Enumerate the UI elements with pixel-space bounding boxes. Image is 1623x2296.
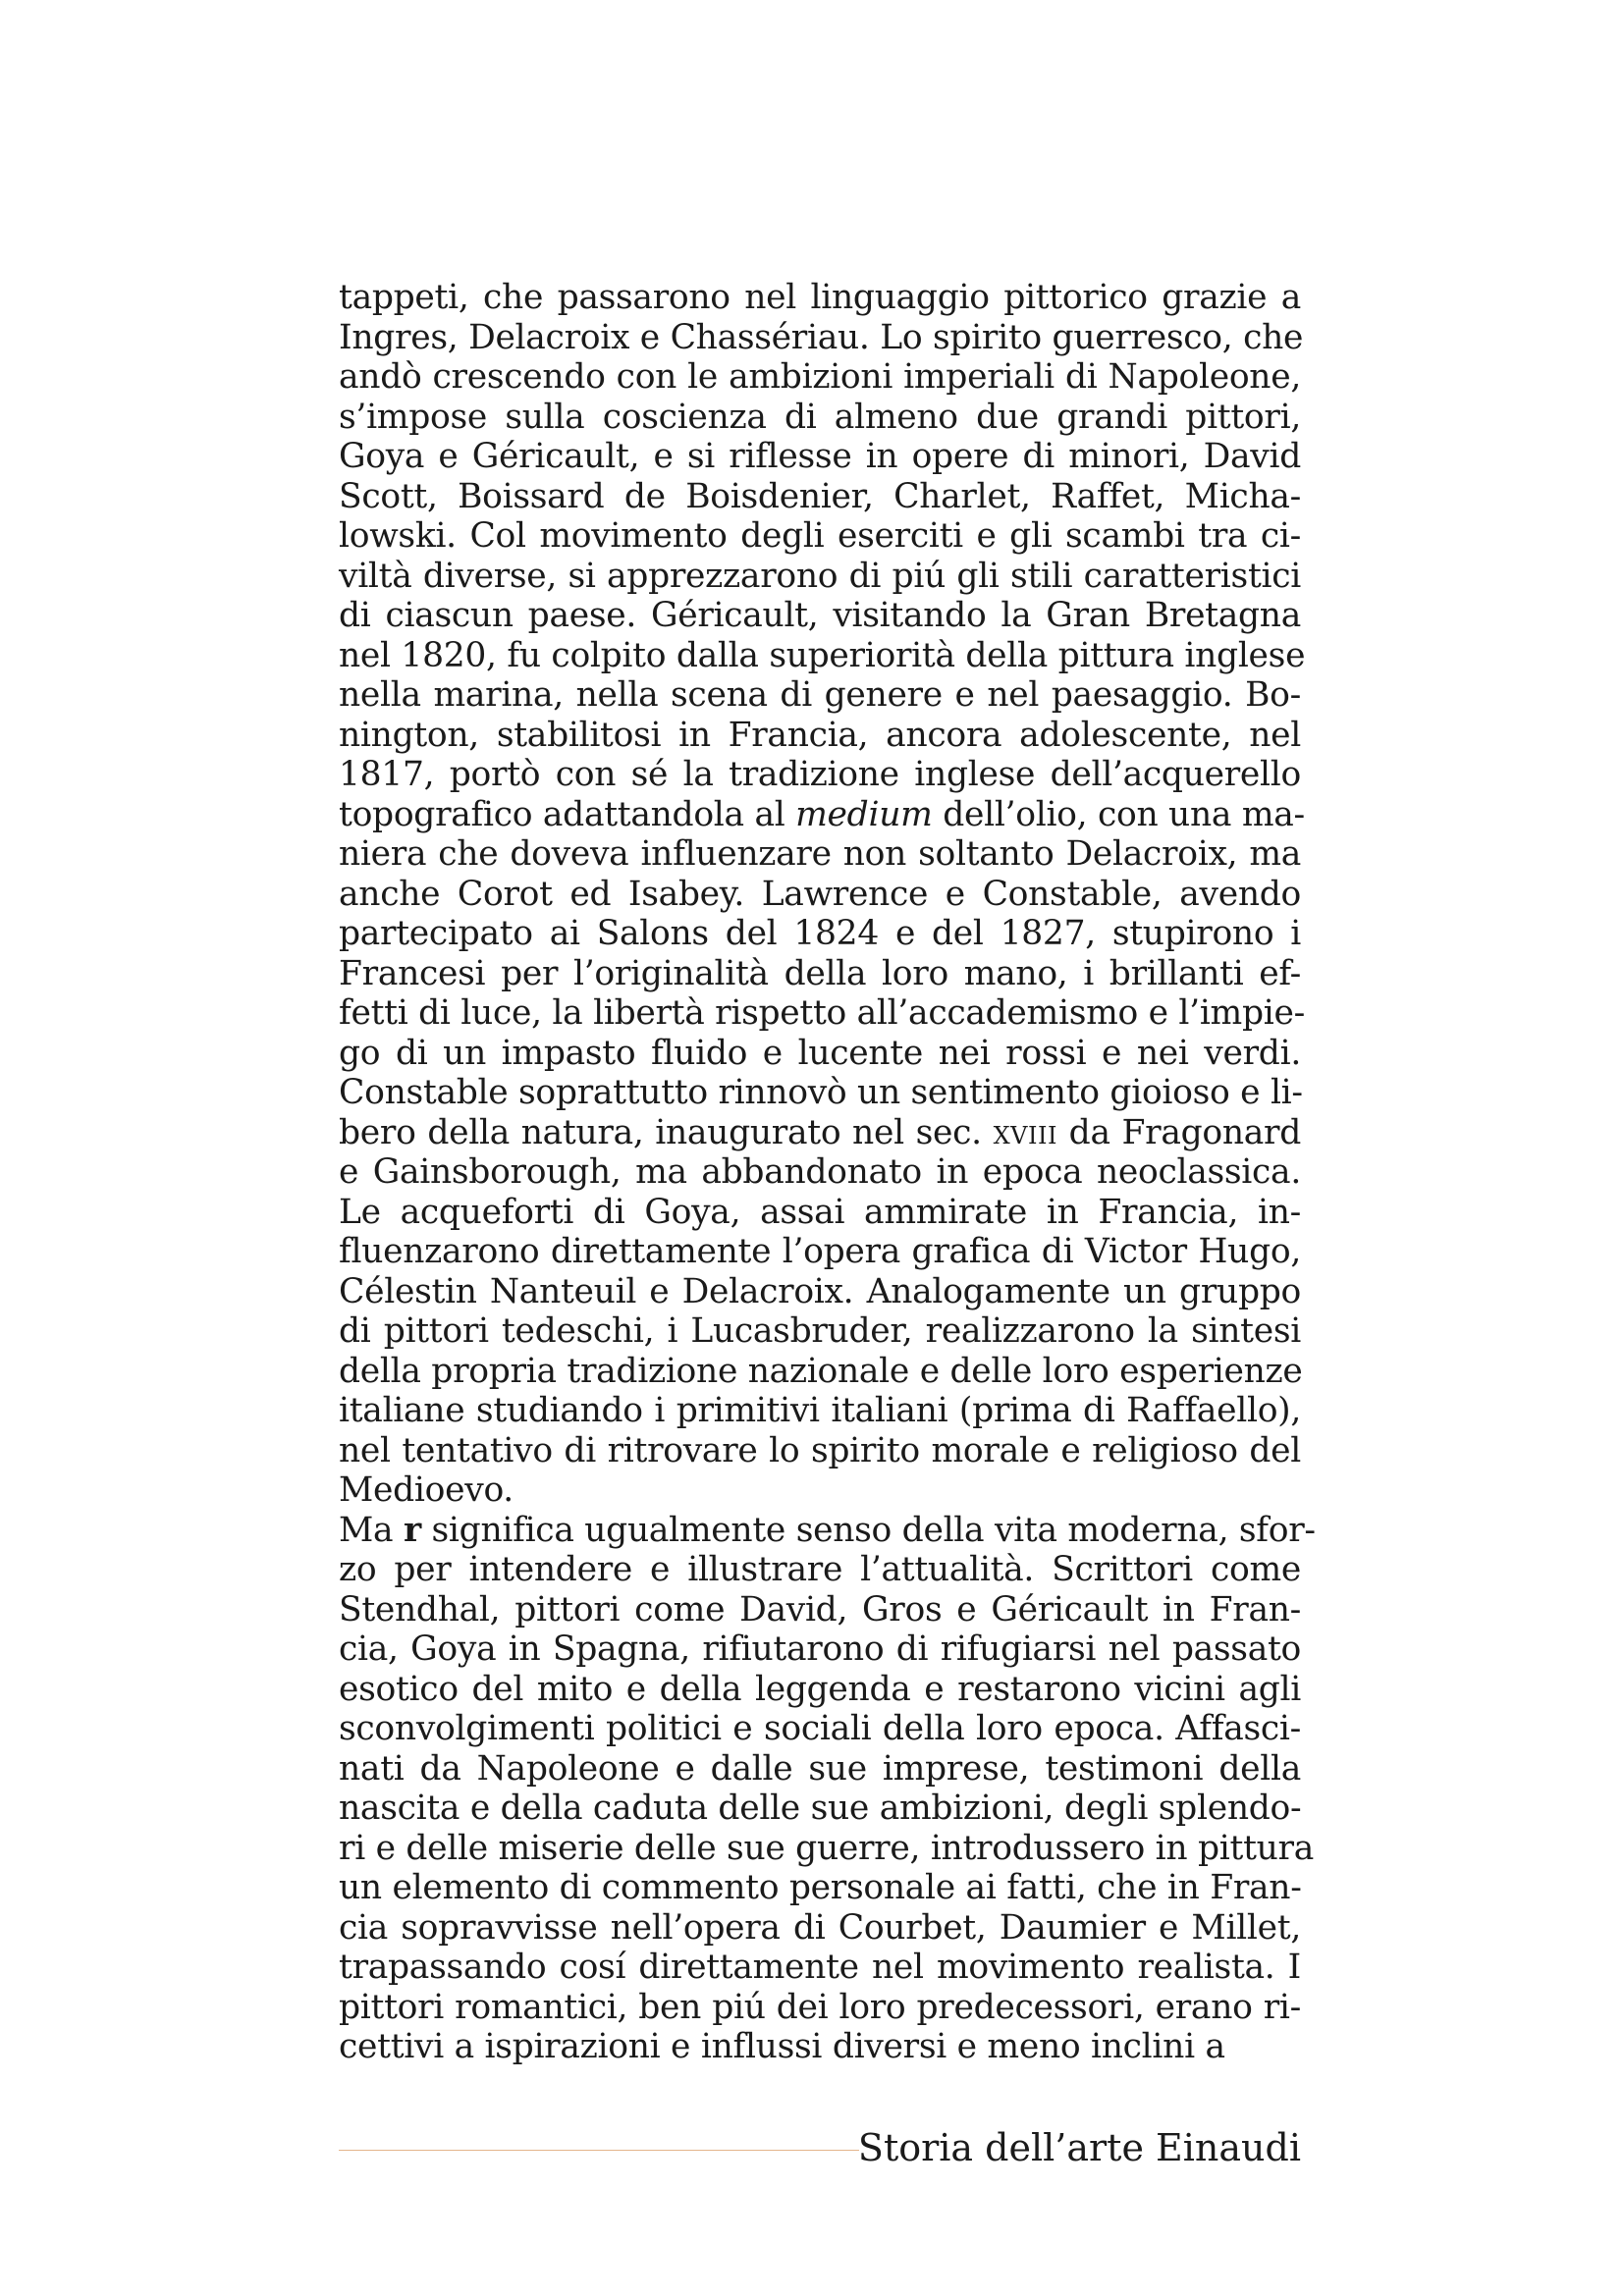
text-line: niera che doveva influenzare non soltanto Delacroix, ma (339, 834, 1301, 874)
text-line: Medioevo. (339, 1470, 514, 1510)
text-line (339, 794, 1305, 835)
text-line: cia, Goya in Spagna, rifiutarono di rifugiarsi nel passato (339, 1629, 1301, 1669)
text-line: nella marina, nella scena di genere e nel paesaggio. Bo- (339, 675, 1301, 715)
text-line: s’impose sulla coscienza di almeno due grandi pittori, (339, 397, 1301, 437)
text-line: trapassando cosí direttamente nel movimento realista. I (339, 1948, 1301, 1987)
roman-numeral: xviii (993, 1112, 1057, 1152)
text-line: Scott, Boissard de Boisdenier, Charlet, Raffet, Micha- (339, 476, 1301, 516)
text-line: fetti di luce, la libertà rispetto all’accademismo e l’impie- (339, 993, 1305, 1033)
text-line: nel tentativo di ritrovare lo spirito morale e religioso del (339, 1430, 1301, 1470)
text-segment: dell’olio, con una ma- (932, 794, 1305, 834)
text-segment: bero della natura, inaugurato nel sec. (339, 1112, 994, 1152)
text-line (339, 1113, 1301, 1153)
text-segment: significa ugualmente senso della vita moderna, sfor- (420, 1510, 1316, 1550)
text-line (339, 1510, 1316, 1551)
bold-term: r (403, 1510, 421, 1550)
text-line: go di un impasto fluido e lucente nei rossi e nei verdi. (339, 1033, 1301, 1073)
text-segment: da Fragonard (1056, 1112, 1302, 1152)
text-line: Le acqueforti di Goya, assai ammirate in Francia, in- (339, 1192, 1301, 1232)
text-line: italiane studiando i primitivi italiani (prima di Raffaello), (339, 1391, 1301, 1430)
text-line: nel 1820, fu colpito dalla superiorità della pittura inglese (339, 635, 1306, 675)
text-segment: topografico adattandola al (339, 794, 796, 834)
text-line: e Gainsborough, ma abbandonato in epoca neoclassica. (339, 1152, 1301, 1192)
text-line: partecipato ai Salons del 1824 e del 1827, stupirono i (339, 914, 1301, 953)
text-line: un elemento di commento personale ai fatti, che in Fran- (339, 1868, 1302, 1907)
text-line: andò crescendo con le ambizioni imperiali di Napoleone, (339, 357, 1301, 397)
text-line: Goya e Géricault, e si riflesse in opere di minori, David (339, 437, 1301, 476)
body-text (339, 278, 1316, 2067)
text-line: della propria tradizione nazionale e delle loro esperienze (339, 1351, 1303, 1391)
text-line: Constable soprattutto rinnovò un sentimento gioioso e li- (339, 1073, 1303, 1112)
text-line: lowski. Col movimento degli eserciti e gli scambi tra ci- (339, 516, 1301, 556)
text-line: anche Corot ed Isabey. Lawrence e Constable, avendo (339, 874, 1301, 914)
text-line: pittori romantici, ben piú dei loro predecessori, erano ri- (339, 1987, 1301, 2027)
italic-term: medium (795, 794, 933, 834)
text-line: nington, stabilitosi in Francia, ancora adolescente, nel (339, 715, 1301, 755)
footer-title: Storia dell’arte Einaudi (857, 2126, 1301, 2169)
text-line: tappeti, che passarono nel linguaggio pittorico grazie a (339, 278, 1301, 317)
text-line: viltà diverse, si apprezzarono di piú gli stili caratteristici (339, 556, 1301, 596)
text-line: 1817, portò con sé la tradizione inglese dell’acquerello (339, 755, 1301, 794)
text-line: Stendhal, pittori come David, Gros e Géricault in Fran- (339, 1589, 1301, 1629)
text-line: cettivi a ispirazioni e influssi diversi e meno inclini a (339, 2027, 1225, 2066)
text-line: nati da Napoleone e dalle sue imprese, testimoni della (339, 1748, 1301, 1789)
text-line: zo per intendere e illustrare l’attualità. Scrittori come (339, 1550, 1301, 1589)
text-line: di ciascun paese. Géricault, visitando la Gran Bretagna (339, 596, 1301, 635)
text-line: Ingres, Delacroix e Chassériau. Lo spirito guerresco, che (339, 317, 1304, 357)
text-line: fluenzarono direttamente l’opera grafica di Victor Hugo, (339, 1232, 1301, 1271)
text-line: ri e delle miserie delle sue guerre, introdussero in pittura (339, 1828, 1315, 1868)
text-line: Célestin Nanteuil e Delacroix. Analogamente un gruppo (339, 1271, 1301, 1311)
text-line: esotico del mito e della leggenda e restarono vicini agli (339, 1669, 1301, 1709)
text-line: sconvolgimenti politici e sociali della loro epoca. Affasci- (339, 1709, 1301, 1748)
text-line: di pittori tedeschi, i Lucasbruder, realizzarono la sintesi (339, 1311, 1301, 1351)
text-segment: Ma (339, 1510, 404, 1550)
footer-rule (339, 2150, 859, 2151)
text-line: cia sopravvisse nell’opera di Courbet, Daumier e Millet, (339, 1907, 1301, 1948)
text-line: Francesi per l’originalità della loro mano, i brillanti ef- (339, 953, 1301, 993)
text-line: nascita e della caduta delle sue ambizioni, degli splendo- (339, 1789, 1302, 1828)
